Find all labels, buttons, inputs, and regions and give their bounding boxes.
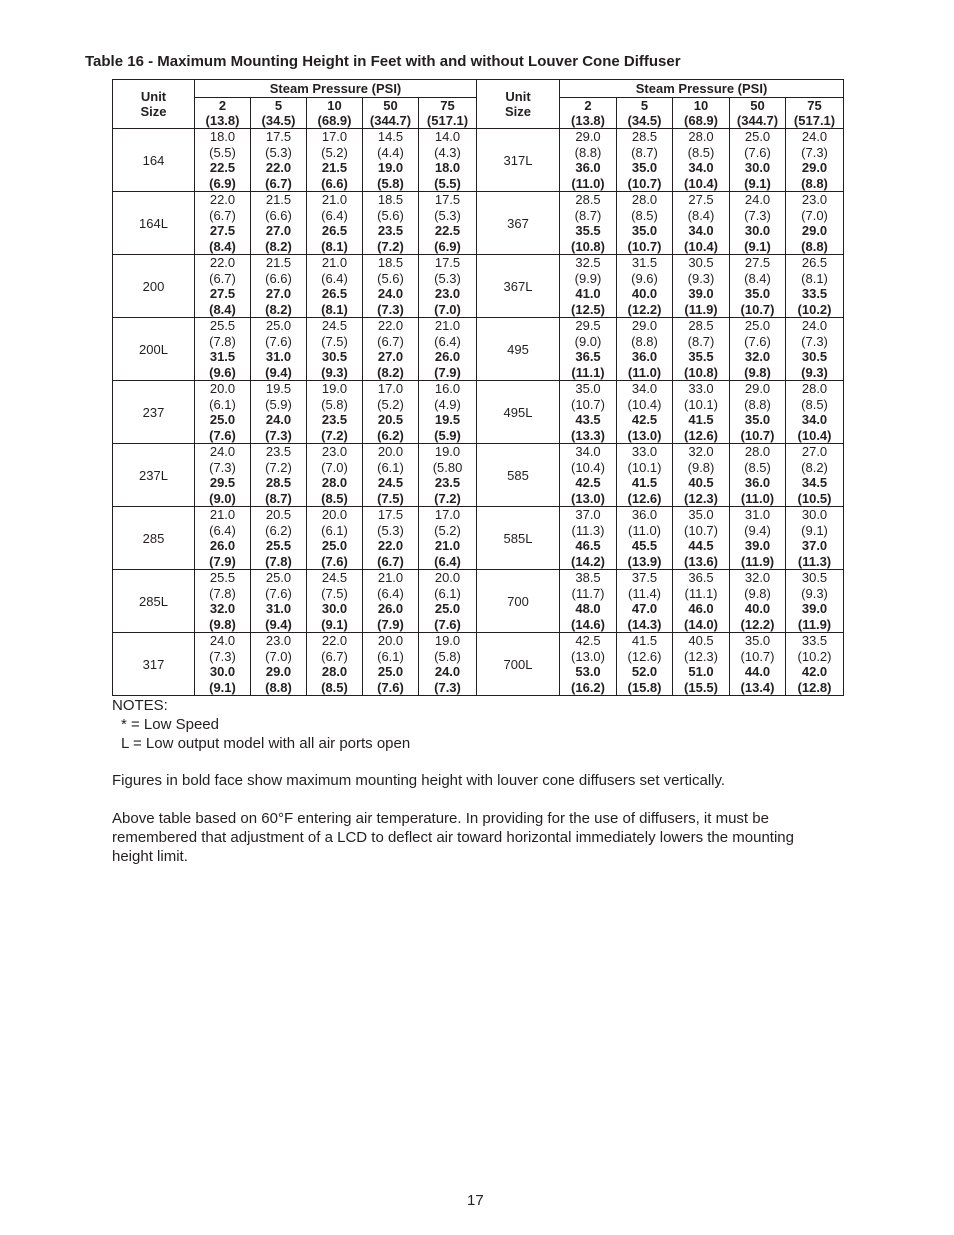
height-cell: 14.0 (4.3) 18.0 (5.5) (419, 129, 477, 192)
height-cell: 25.0 (7.6) 31.0 (9.4) (251, 570, 307, 633)
height-cell: 26.5 (8.1) 33.5 (10.2) (786, 255, 844, 318)
height-cell: 17.5 (5.3) 22.0 (6.7) (363, 507, 419, 570)
pressure-header: 50 (344.7) (730, 98, 786, 129)
height-cell: 23.0 (7.0) 29.0 (8.8) (251, 633, 307, 696)
height-cell: 20.0 (6.1) 25.0 (7.6) (307, 507, 363, 570)
height-cell: 41.5 (12.6) 52.0 (15.8) (617, 633, 673, 696)
unit-size-cell: 367 (477, 192, 560, 255)
pressure-header: 75 (517.1) (786, 98, 844, 129)
height-cell: 21.5 (6.6) 27.0 (8.2) (251, 192, 307, 255)
mounting-height-table (112, 79, 844, 696)
table-row (113, 570, 844, 633)
unit-size-cell: 700 (477, 570, 560, 633)
pressure-header: 10 (68.9) (307, 98, 363, 129)
height-cell: 17.5 (5.3) 22.5 (6.9) (419, 192, 477, 255)
mounting-height-table-container (112, 79, 843, 696)
height-cell: 21.0 (6.4) 26.0 (7.9) (195, 507, 251, 570)
pressure-header: 5 (34.5) (251, 98, 307, 129)
height-cell: 22.0 (6.7) 28.0 (8.5) (307, 633, 363, 696)
height-cell: 24.0 (7.3) 30.5 (9.3) (786, 318, 844, 381)
height-cell: 23.0 (7.0) 28.0 (8.5) (307, 444, 363, 507)
height-cell: 19.5 (5.9) 24.0 (7.3) (251, 381, 307, 444)
height-cell: 24.5 (7.5) 30.0 (9.1) (307, 570, 363, 633)
table-row (113, 255, 844, 318)
unit-size-cell: 495L (477, 381, 560, 444)
height-cell: 20.5 (6.2) 25.5 (7.8) (251, 507, 307, 570)
height-cell: 24.5 (7.5) 30.5 (9.3) (307, 318, 363, 381)
height-cell: 36.0 (11.0) 45.5 (13.9) (617, 507, 673, 570)
height-cell: 21.0 (6.4) 26.5 (8.1) (307, 192, 363, 255)
height-cell: 19.0 (5.8) 23.5 (7.2) (307, 381, 363, 444)
height-cell: 35.0 (10.7) 44.0 (13.4) (730, 633, 786, 696)
height-cell: 23.5 (7.2) 28.5 (8.7) (251, 444, 307, 507)
pressure-header: 2 (13.8) (560, 98, 617, 129)
height-cell: 18.5 (5.6) 23.5 (7.2) (363, 192, 419, 255)
unit-size-cell: 200 (113, 255, 195, 318)
height-cell: 35.0 (10.7) 44.5 (13.6) (673, 507, 730, 570)
height-cell: 17.0 (5.2) 20.5 (6.2) (363, 381, 419, 444)
height-cell: 21.0 (6.4) 26.0 (7.9) (419, 318, 477, 381)
height-cell: 21.0 (6.4) 26.5 (8.1) (307, 255, 363, 318)
height-cell: 31.5 (9.6) 40.0 (12.2) (617, 255, 673, 318)
height-cell: 29.0 (8.8) 35.0 (10.7) (730, 381, 786, 444)
temperature-note: Above table based on 60°F entering air temperature. In providing for the use of diffusers, it must be remembered that adjustment of a LCD to deflect air toward horizontal immediately lowers the mounting height limit. (112, 810, 794, 865)
height-cell: 25.5 (7.8) 32.0 (9.8) (195, 570, 251, 633)
height-cell: 29.5 (9.0) 36.5 (11.1) (560, 318, 617, 381)
height-cell: 28.0 (8.5) 34.0 (10.4) (673, 129, 730, 192)
height-cell: 18.0 (5.5) 22.5 (6.9) (195, 129, 251, 192)
height-cell: 20.0 (6.1) 24.5 (7.5) (363, 444, 419, 507)
height-cell: 30.0 (9.1) 37.0 (11.3) (786, 507, 844, 570)
table-row (113, 192, 844, 255)
steam-pressure-header-left: Steam Pressure (PSI) (195, 80, 477, 98)
table-row (113, 381, 844, 444)
height-cell: 25.5 (7.8) 31.5 (9.6) (195, 318, 251, 381)
table-row (113, 507, 844, 570)
height-cell: 34.0 (10.4) 42.5 (13.0) (560, 444, 617, 507)
height-cell: 24.0 (7.3) 29.5 (9.0) (195, 444, 251, 507)
height-cell: 28.5 (8.7) 35.0 (10.7) (617, 129, 673, 192)
pressure-header: 2 (13.8) (195, 98, 251, 129)
height-cell: 29.0 (8.8) 36.0 (11.0) (560, 129, 617, 192)
height-cell: 37.5 (11.4) 47.0 (14.3) (617, 570, 673, 633)
height-cell: 18.5 (5.6) 24.0 (7.3) (363, 255, 419, 318)
height-cell: 20.0 (6.1) 25.0 (7.6) (363, 633, 419, 696)
height-cell: 31.0 (9.4) 39.0 (11.9) (730, 507, 786, 570)
height-cell: 24.0 (7.3) 30.0 (9.1) (730, 192, 786, 255)
height-cell: 36.5 (11.1) 46.0 (14.0) (673, 570, 730, 633)
unit-size-header-right: Unit Size (477, 80, 560, 129)
height-cell: 20.0 (6.1) 25.0 (7.6) (419, 570, 477, 633)
unit-size-cell: 585 (477, 444, 560, 507)
unit-size-cell: 585L (477, 507, 560, 570)
unit-size-cell: 367L (477, 255, 560, 318)
table-title: Table 16 - Maximum Mounting Height in Feet with and without Louver Cone Diffuser (85, 53, 681, 70)
height-cell: 29.0 (8.8) 36.0 (11.0) (617, 318, 673, 381)
height-cell: 24.0 (7.3) 30.0 (9.1) (195, 633, 251, 696)
height-cell: 17.0 (5.2) 21.5 (6.6) (307, 129, 363, 192)
height-cell: 22.0 (6.7) 27.5 (8.4) (195, 192, 251, 255)
height-cell: 19.0 (5.80 23.5 (7.2) (419, 444, 477, 507)
height-cell: 17.5 (5.3) 23.0 (7.0) (419, 255, 477, 318)
unit-size-cell: 495 (477, 318, 560, 381)
height-cell: 40.5 (12.3) 51.0 (15.5) (673, 633, 730, 696)
height-cell: 16.0 (4.9) 19.5 (5.9) (419, 381, 477, 444)
height-cell: 17.5 (5.3) 22.0 (6.7) (251, 129, 307, 192)
height-cell: 25.0 (7.6) 32.0 (9.8) (730, 318, 786, 381)
bold-face-note: Figures in bold face show maximum mounting height with louver cone diffusers set vertically. (112, 772, 726, 789)
unit-size-cell: 285 (113, 507, 195, 570)
height-cell: 27.5 (8.4) 35.0 (10.7) (730, 255, 786, 318)
height-cell: 32.0 (9.8) 40.5 (12.3) (673, 444, 730, 507)
pressure-header: 50 (344.7) (363, 98, 419, 129)
height-cell: 32.5 (9.9) 41.0 (12.5) (560, 255, 617, 318)
height-cell: 17.0 (5.2) 21.0 (6.4) (419, 507, 477, 570)
height-cell: 25.0 (7.6) 30.0 (9.1) (730, 129, 786, 192)
height-cell: 24.0 (7.3) 29.0 (8.8) (786, 129, 844, 192)
height-cell: 21.5 (6.6) 27.0 (8.2) (251, 255, 307, 318)
height-cell: 14.5 (4.4) 19.0 (5.8) (363, 129, 419, 192)
height-cell: 19.0 (5.8) 24.0 (7.3) (419, 633, 477, 696)
height-cell: 37.0 (11.3) 46.5 (14.2) (560, 507, 617, 570)
table-row (113, 633, 844, 696)
unit-size-cell: 164L (113, 192, 195, 255)
unit-size-cell: 317L (477, 129, 560, 192)
height-cell: 21.0 (6.4) 26.0 (7.9) (363, 570, 419, 633)
height-cell: 23.0 (7.0) 29.0 (8.8) (786, 192, 844, 255)
height-cell: 28.5 (8.7) 35.5 (10.8) (673, 318, 730, 381)
pressure-header: 10 (68.9) (673, 98, 730, 129)
unit-size-cell: 237 (113, 381, 195, 444)
table-row (113, 318, 844, 381)
height-cell: 33.5 (10.2) 42.0 (12.8) (786, 633, 844, 696)
note-low-output: L = Low output model with all air ports open (121, 735, 411, 752)
unit-size-cell: 317 (113, 633, 195, 696)
note-low-speed: * = Low Speed (121, 716, 219, 733)
height-cell: 25.0 (7.6) 31.0 (9.4) (251, 318, 307, 381)
height-cell: 34.0 (10.4) 42.5 (13.0) (617, 381, 673, 444)
unit-size-cell: 237L (113, 444, 195, 507)
height-cell: 42.5 (13.0) 53.0 (16.2) (560, 633, 617, 696)
height-cell: 27.5 (8.4) 34.0 (10.4) (673, 192, 730, 255)
height-cell: 32.0 (9.8) 40.0 (12.2) (730, 570, 786, 633)
unit-size-cell: 200L (113, 318, 195, 381)
height-cell: 35.0 (10.7) 43.5 (13.3) (560, 381, 617, 444)
table-row (113, 129, 844, 192)
height-cell: 22.0 (6.7) 27.0 (8.2) (363, 318, 419, 381)
height-cell: 30.5 (9.3) 39.0 (11.9) (786, 570, 844, 633)
table-row (113, 444, 844, 507)
height-cell: 28.0 (8.5) 35.0 (10.7) (617, 192, 673, 255)
page-number: 17 (467, 1192, 484, 1209)
height-cell: 33.0 (10.1) 41.5 (12.6) (673, 381, 730, 444)
height-cell: 20.0 (6.1) 25.0 (7.6) (195, 381, 251, 444)
unit-size-header-left: Unit Size (113, 80, 195, 129)
unit-size-cell: 164 (113, 129, 195, 192)
pressure-header: 75 (517.1) (419, 98, 477, 129)
notes (112, 696, 410, 753)
height-cell: 28.0 (8.5) 36.0 (11.0) (730, 444, 786, 507)
pressure-header: 5 (34.5) (617, 98, 673, 129)
height-cell: 28.5 (8.7) 35.5 (10.8) (560, 192, 617, 255)
steam-pressure-header-right: Steam Pressure (PSI) (560, 80, 844, 98)
notes-heading: NOTES: (112, 697, 168, 714)
height-cell: 38.5 (11.7) 48.0 (14.6) (560, 570, 617, 633)
height-cell: 28.0 (8.5) 34.0 (10.4) (786, 381, 844, 444)
height-cell: 30.5 (9.3) 39.0 (11.9) (673, 255, 730, 318)
height-cell: 33.0 (10.1) 41.5 (12.6) (617, 444, 673, 507)
height-cell: 22.0 (6.7) 27.5 (8.4) (195, 255, 251, 318)
unit-size-cell: 700L (477, 633, 560, 696)
unit-size-cell: 285L (113, 570, 195, 633)
height-cell: 27.0 (8.2) 34.5 (10.5) (786, 444, 844, 507)
